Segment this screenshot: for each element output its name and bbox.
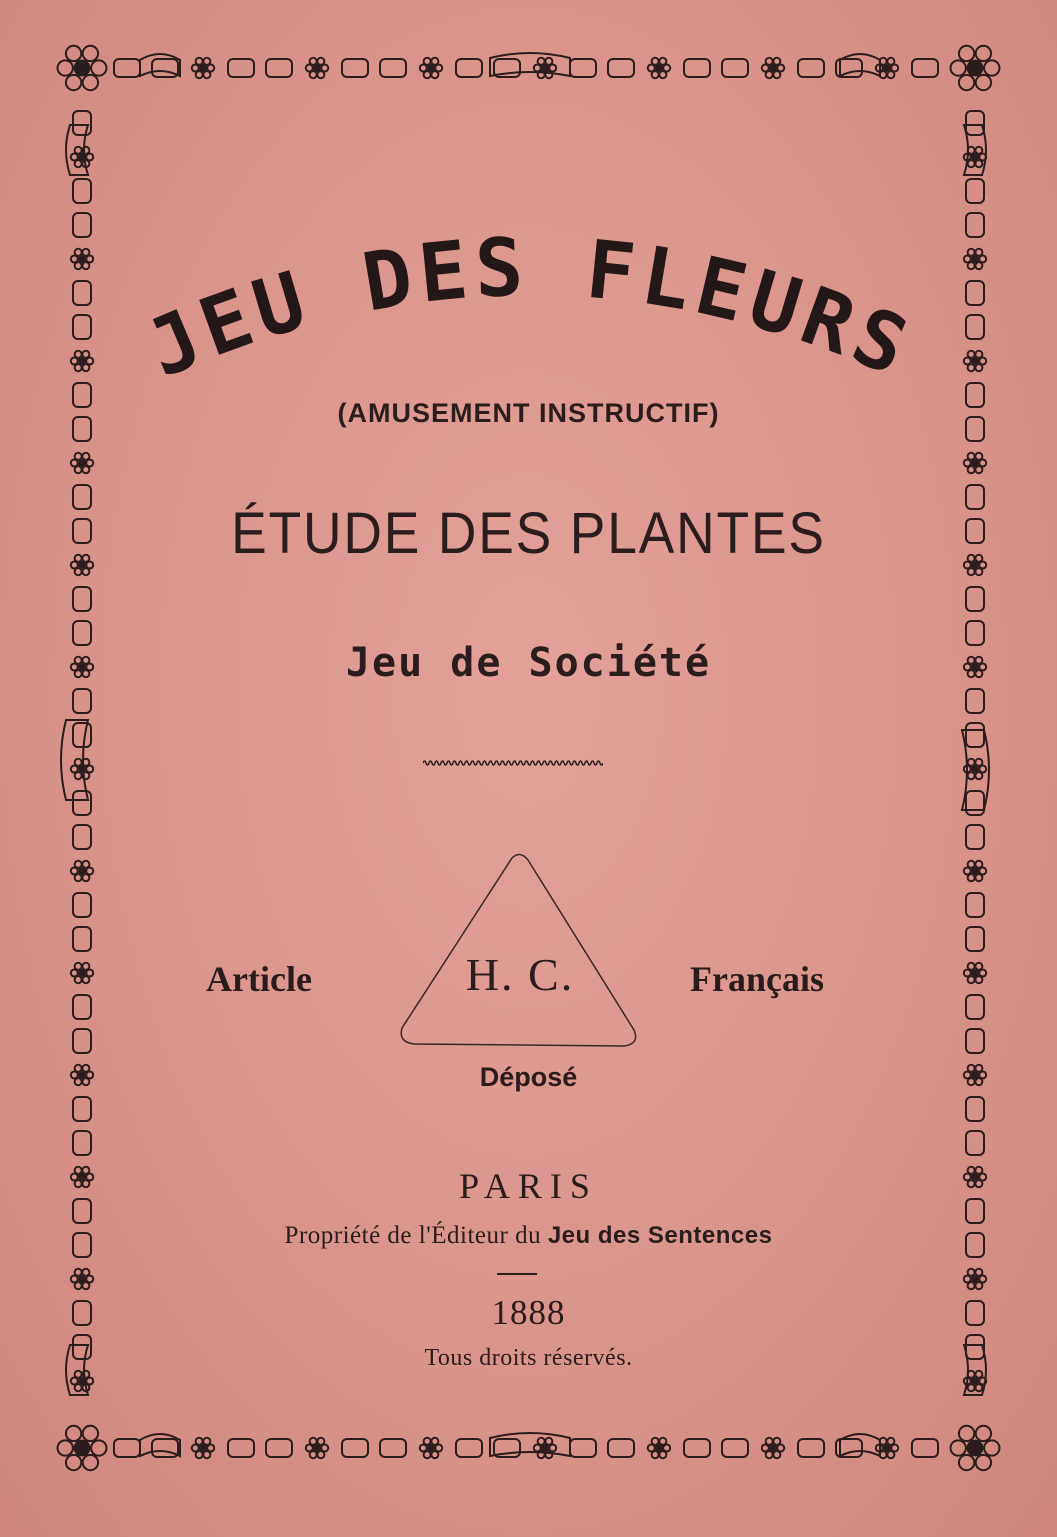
svg-text:JEU DES FLEURS — [134, 221, 926, 395]
depose-label: Déposé — [479, 1062, 578, 1092]
rights-notice: Tous droits réservés. — [424, 1345, 633, 1371]
year: 1888 — [491, 1293, 566, 1332]
city: PARIS — [459, 1166, 598, 1206]
game-type: Jeu de Société — [345, 640, 712, 686]
publisher-prefix: Propriété de l'Éditeur du — [284, 1222, 542, 1249]
heading: ÉTUDE DES PLANTES — [231, 501, 826, 566]
trademark-initials: H. C. — [465, 949, 575, 1000]
subtitle: (AMUSEMENT INSTRUCTIF) — [337, 398, 720, 428]
publisher-name: Jeu des Sentences — [547, 1222, 773, 1249]
article-label: Article — [206, 959, 312, 999]
francais-label: Français — [690, 959, 824, 999]
title-arc — [130, 195, 930, 395]
main-title: JEU DES FLEURS — [134, 220, 926, 395]
wavy-divider — [423, 757, 603, 769]
short-rule — [497, 1273, 537, 1275]
publisher-line — [0, 1222, 1057, 1250]
